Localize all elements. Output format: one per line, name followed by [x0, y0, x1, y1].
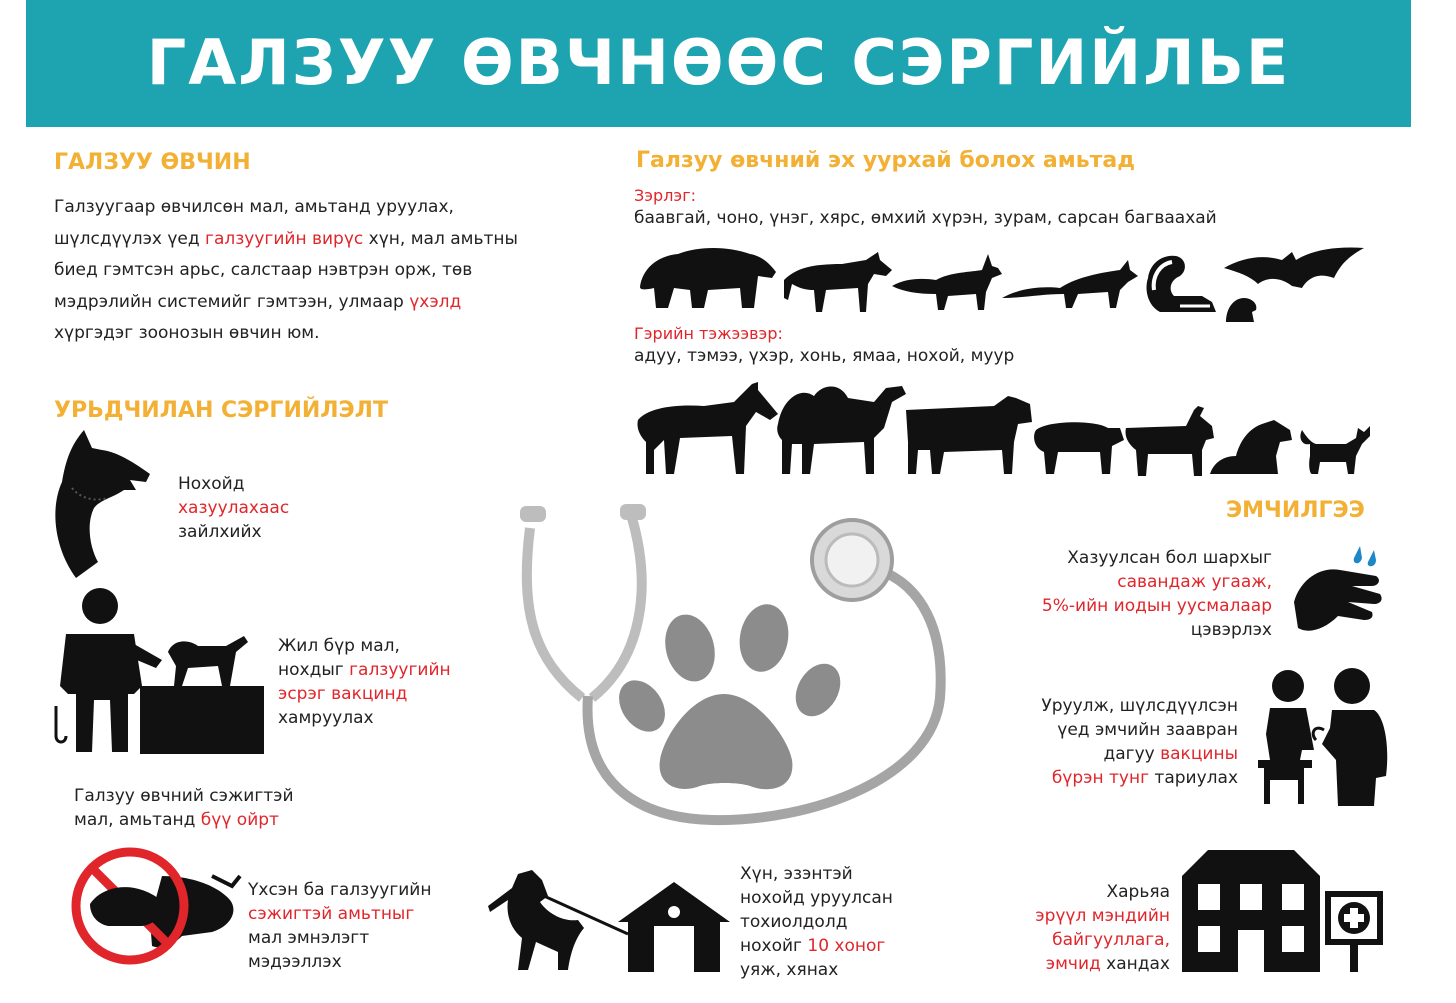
fox-icon: [892, 248, 1004, 314]
treatment-item-1: Хазуулсан бол шархыг савандаж угааж, 5%-ийн иодын уусмалаар цэвэрлэх: [1041, 548, 1272, 640]
disease-line-4: мэдрэлийн системийг гэмтээн, улмаар үхэлд: [54, 291, 462, 312]
stethoscope-paw-illustration: [512, 498, 952, 828]
hospital-building-icon: [1178, 846, 1386, 974]
wild-label: Зэрлэг:: [634, 186, 696, 205]
barking-dog-icon: [50, 428, 160, 588]
prevention-heading: УРЬДЧИЛАН СЭРГИЙЛЭЛТ: [54, 398, 388, 423]
bat-icon: [1222, 244, 1366, 296]
prevention-item-4: Үхсэн ба галзуугийн сэжигтэй амьтныг мал эмнэлэгт мэдээллэх: [248, 880, 432, 972]
domestic-label: Гэрийн тэжээвэр:: [634, 324, 783, 343]
page-title: ГАЛЗУУ ӨВЧНӨӨС СЭРГИЙЛЬЕ: [146, 26, 1291, 99]
disease-line-2: шүлсдүүлэх үед галзуугийн вирүс хүн, мал амьтны: [54, 228, 518, 249]
treatment-item-2: Уруулж, шүлсдүүлсэн үед эмчийн заавран дагуу вакцины бүрэн тунг тариулах: [1041, 696, 1238, 788]
wolf-icon: [782, 250, 894, 316]
wild-list: баавгай, чоно, үнэг, хярс, өмхий хүрэн, зурам, сарсан багваахай: [634, 208, 1217, 228]
goat-icon: [1124, 404, 1216, 480]
disease-line-3: биед гэмтсэн арьс, салстаар нэвтрэн орж, төв: [54, 260, 473, 280]
sources-heading: Галзуу өвчний эх уурхай болох амьтад: [636, 148, 1136, 173]
disease-heading: ГАЛЗУУ ӨВЧИН: [54, 150, 251, 175]
domestic-list: адуу, тэмээ, үхэр, хонь, ямаа, нохой, муур: [634, 346, 1015, 366]
marmot-icon: [1224, 292, 1260, 326]
horse-icon: [634, 380, 780, 478]
dog-icon: [1206, 416, 1296, 478]
prevention-item-5: Хүн, эзэнтэй нохойд уруулсан тохиолдолд нохойг 10 хоног уяж, хянах: [740, 864, 893, 980]
earpiece-left: [520, 506, 546, 522]
vet-with-dog-icon: [50, 586, 264, 756]
earpiece-right: [620, 504, 646, 520]
cat-icon: [1296, 422, 1376, 478]
disease-line-1: Галзуугаар өвчилсөн мал, амьтанд уруулах,: [54, 197, 454, 217]
hand-washing-icon: [1290, 540, 1386, 636]
disease-line-5: хүргэдэг зоонозын өвчин юм.: [54, 323, 320, 343]
prevention-item-1: Нохойд хазуулахаас зайлхийх: [178, 474, 290, 542]
doctor-patient-icon: [1252, 664, 1390, 808]
sheep-icon: [1030, 418, 1126, 478]
skunk-icon: [1140, 250, 1222, 316]
treatment-heading: ЭМЧИЛГЭЭ: [1226, 498, 1365, 523]
prevention-item-2: Жил бүр мал, нохдыг галзуугийн эсрэг вакцинд хамруулах: [278, 636, 451, 728]
prevention-item-3: Галзуу өвчний сэжигтэй мал, амьтанд бүү ойрт: [74, 786, 294, 830]
camel-icon: [774, 380, 908, 478]
corsac-icon: [1002, 258, 1140, 310]
bear-icon: [638, 242, 778, 314]
cow-icon: [904, 392, 1034, 478]
treatment-item-3: Харьяа эрүүл мэндийн байгууллага, эмчид хандах: [1035, 882, 1170, 974]
no-dead-animal-icon: [62, 846, 240, 966]
disease-description: [54, 192, 614, 350]
leashed-dog-doghouse-icon: [488, 866, 732, 974]
